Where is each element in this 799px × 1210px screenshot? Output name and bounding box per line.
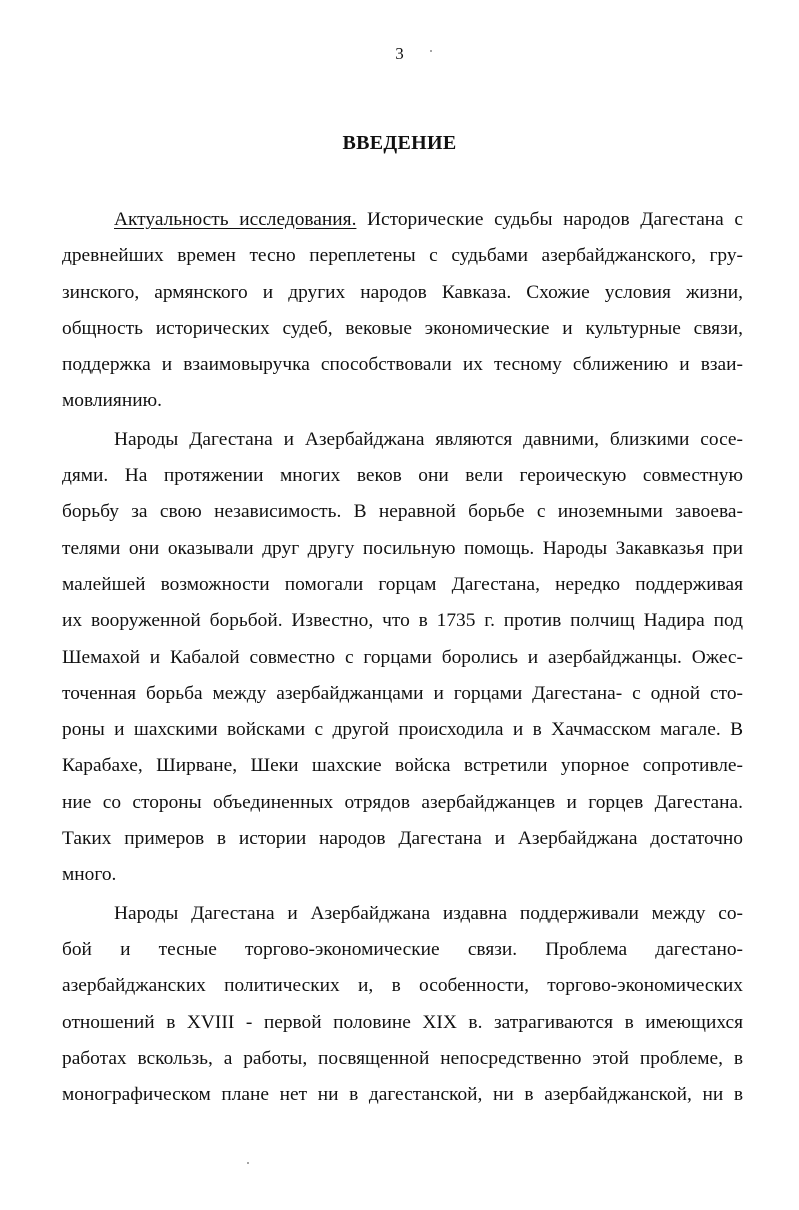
text-line: поддержка и взаимовыручка способствовали их тесному сближению и взаи-: [62, 354, 743, 376]
page-number: 3: [395, 44, 404, 63]
paragraph-1: [62, 202, 743, 420]
text-line: азербайджанских политических и, в особенности, торгово-экономических: [62, 975, 743, 997]
text-line: Таких примеров в истории народов Дагестана и Азербайджана достаточно: [62, 828, 743, 850]
topic-relevance-label: Актуальность исследования.: [114, 209, 357, 230]
page-title: ВВЕДЕНИЕ: [342, 132, 457, 154]
text-line: зинского, армянского и других народов Кавказа. Схожие условия жизни,: [62, 281, 743, 303]
text-line: Карабахе, Ширване, Шеки шахские войска встретили упорное сопротивле-: [62, 755, 743, 777]
paragraph-3: [62, 896, 743, 1114]
text-line: Шемахой и Кабалой совместно с горцами боролись и азербайджанцы. Ожес-: [62, 646, 743, 668]
scan-speck: [430, 50, 432, 52]
text-line: работах вскользь, а работы, посвященной непосредственно этой проблеме, в: [62, 1047, 743, 1069]
text-line: Народы Дагестана и Азербайджана издавна поддерживали между со-: [114, 902, 743, 924]
text-line: [62, 202, 743, 238]
text-line: Народы Дагестана и Азербайджана являются давними, близкими сосе-: [114, 428, 743, 450]
text-line: борьбу за свою независимость. В неравной борьбе с иноземными завоева-: [62, 501, 743, 523]
text-line-content: Исторические судьбы народов Дагестана с: [356, 209, 743, 230]
text-line: древнейших времен тесно переплетены с судьбами азербайджанского, гру-: [62, 245, 743, 267]
text-line: ние со стороны объединенных отрядов азербайджанцев и горцев Дагестана.: [62, 791, 743, 813]
text-line: малейшей возможности помогали горцам Дагестана, нередко поддерживая: [62, 573, 743, 595]
text-line: общность исторических судеб, вековые экономические и культурные связи,: [62, 317, 743, 339]
text-line: точенная борьба между азербайджанцами и горцами Дагестана- с одной сто-: [62, 682, 743, 704]
text-line: мовлиянию.: [62, 390, 162, 412]
text-line: отношений в XVIII - первой половине XIX в. затрагиваются в имеющихся: [62, 1011, 743, 1033]
text-line: монографическом плане нет ни в дагестанской, ни в азербайджанской, ни в: [62, 1084, 743, 1106]
text-line: дями. На протяжении многих веков они вели героическую совместную: [62, 465, 743, 487]
text-line: телями они оказывали друг другу посильную помощь. Народы Закавказья при: [62, 537, 743, 559]
text-line: много.: [62, 864, 117, 886]
text-line: их вооруженной борьбой. Известно, что в 1735 г. против полчищ Надира под: [62, 610, 743, 632]
text-line: бой и тесные торгово-экономические связи. Проблема дагестано-: [62, 938, 743, 960]
document-body: [62, 202, 743, 1113]
scan-speck: [247, 1162, 249, 1164]
paragraph-2: [62, 422, 743, 894]
text-line: роны и шахскими войсками с другой происходила и в Хачмасском магале. В: [62, 719, 743, 741]
